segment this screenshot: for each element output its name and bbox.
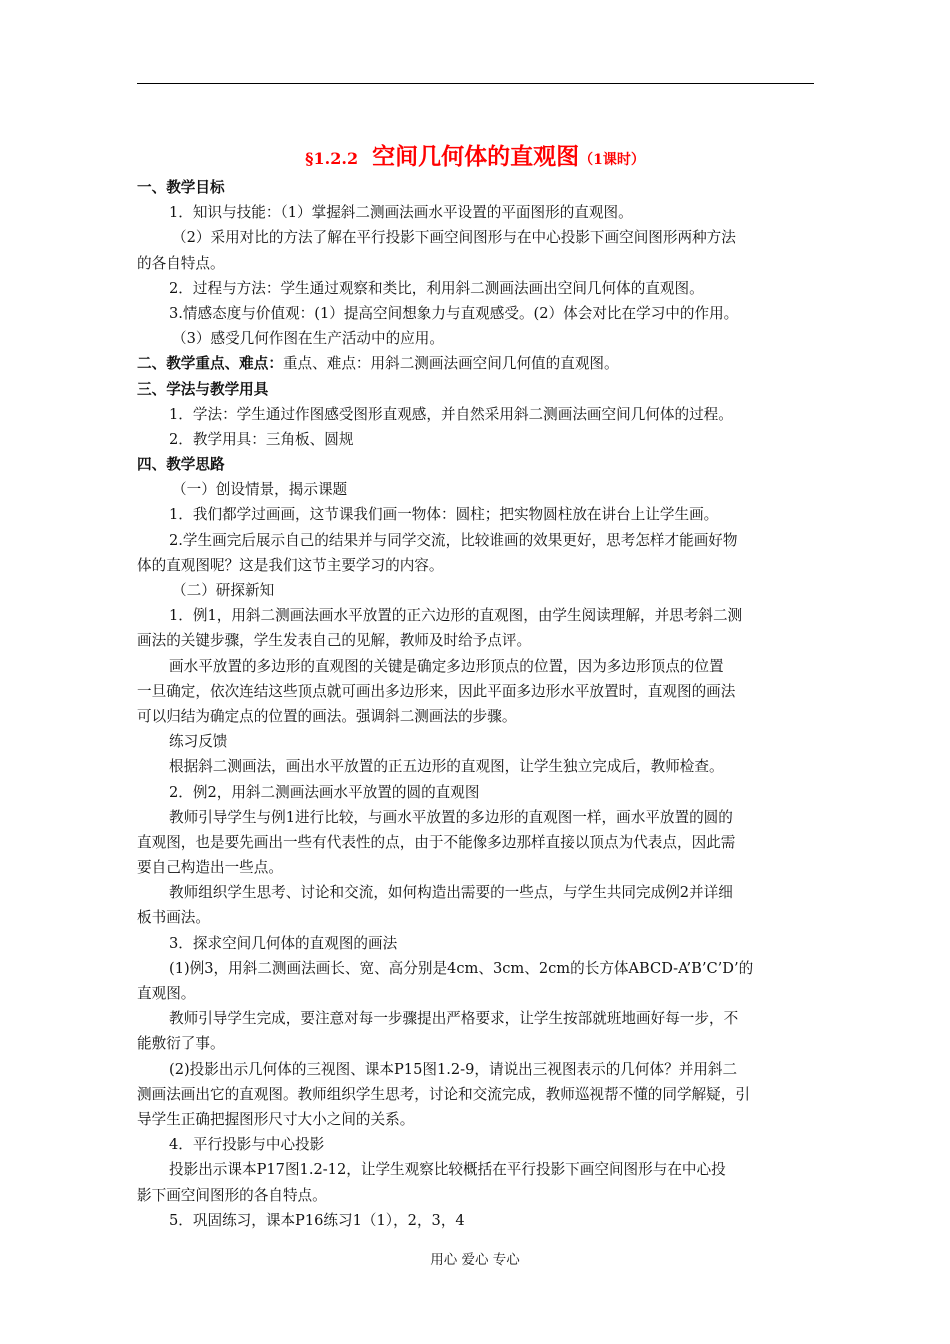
text-line xyxy=(137,1208,814,1233)
line-text: （二）研探新知 xyxy=(172,582,275,599)
line-text: 导学生正确把握图形尺寸大小之间的关系。 xyxy=(137,1110,415,1128)
text-line xyxy=(137,528,814,553)
text-line xyxy=(137,1132,814,1157)
text-line xyxy=(137,276,814,301)
text-line xyxy=(137,704,814,729)
text-line xyxy=(137,251,814,276)
text-line xyxy=(137,679,814,704)
line-text: 一旦确定，依次连结这些顶点就可画出多边形来，因此平面多边形水平放置时，直观图的画法 xyxy=(137,682,736,700)
line-text: 直观图，也是要先画出一些有代表性的点，由于不能像多边那样直接以顶点为代表点，因此需 xyxy=(137,833,736,851)
line-text: 教师引导学生完成，要注意对每一步骤提出严格要求，让学生按部就班地画好每一步，不 xyxy=(169,1010,739,1028)
line-text: 1．知识与技能：（1）掌握斜二测画法画水平设置的平面图形的直观图。 xyxy=(169,204,633,222)
section-heading: 一、教学目标 xyxy=(137,179,225,196)
section-heading: 二、教学重点、难点： xyxy=(137,355,283,373)
line-text: 4．平行投影与中心投影 xyxy=(169,1136,325,1154)
line-text: 2．教学用具：三角板、圆规 xyxy=(169,430,354,448)
line-text: 1．学法：学生通过作图感受图形直观感，并自然采用斜二测画法画空间几何体的过程。 xyxy=(169,405,733,423)
title-section-number: §1.2.2 xyxy=(305,149,359,168)
text-line xyxy=(137,1107,814,1132)
line-text: 练习反馈 xyxy=(169,733,228,751)
line-text: 5．巩固练习，课本P16练习1（1），2，3，4 xyxy=(169,1211,465,1229)
line-text: 的各自特点。 xyxy=(137,254,225,272)
line-text: 影下画空间图形的各自特点。 xyxy=(137,1186,327,1204)
text-line xyxy=(137,200,814,225)
text-line xyxy=(137,1006,814,1031)
text-line xyxy=(137,654,814,679)
text-line xyxy=(137,377,814,402)
text-line xyxy=(137,754,814,779)
line-text: (1)例3，用斜二测画法画长、宽、高分别是4cm、3cm、2cm的长方体ABCD-A’B’C’D’的 xyxy=(169,959,754,977)
text-line xyxy=(137,628,814,653)
text-line xyxy=(137,830,814,855)
text-line xyxy=(137,301,814,326)
text-line xyxy=(137,175,814,200)
line-text: 教师引导学生与例1进行比较，与画水平放置的多边形的直观图一样，画水平放置的圆的 xyxy=(169,808,733,826)
text-line xyxy=(137,956,814,981)
section-heading: 三、学法与教学用具 xyxy=(137,380,269,398)
text-line xyxy=(137,1157,814,1182)
text-line xyxy=(137,427,814,452)
text-line xyxy=(137,855,814,880)
line-text: 1．我们都学过画画，这节课我们画一物体：圆柱；把实物圆柱放在讲台上让学生画。 xyxy=(169,506,719,524)
text-line xyxy=(137,1183,814,1208)
header-rule xyxy=(137,83,814,84)
page-title xyxy=(0,138,950,171)
text-line xyxy=(137,578,814,603)
text-line xyxy=(137,1031,814,1056)
text-line xyxy=(137,981,814,1006)
line-text: 1．例1，用斜二测画法画水平放置的正六边形的直观图，由学生阅读理解，并思考斜二测 xyxy=(169,607,743,625)
text-line xyxy=(137,477,814,502)
text-line xyxy=(137,1057,814,1082)
text-line xyxy=(137,880,814,905)
text-line xyxy=(137,326,814,351)
line-text: 要自己构造出一些点。 xyxy=(137,859,283,877)
text-line xyxy=(137,402,814,427)
line-text: (2)投影出示几何体的三视图、课本P15图1.2-9，请说出三视图表示的几何体？并用斜二 xyxy=(169,1060,738,1078)
line-text: 直观图。 xyxy=(137,985,196,1002)
line-text: 3．探求空间几何体的直观图的画法 xyxy=(169,934,398,952)
line-text: 3.情感态度与价值观：(1）提高空间想象力与直观感受。(2）体会对比在学习中的作用。 xyxy=(169,304,739,322)
line-text: 画法的关键步骤，学生发表自己的见解，教师及时给予点评。 xyxy=(137,632,532,650)
line-text: 画水平放置的多边形的直观图的关键是确定多边形顶点的位置，因为多边形顶点的位置 xyxy=(169,657,724,675)
line-text: 投影出示课本P17图1.2-12，让学生观察比较概括在平行投影下画空间图形与在中心投 xyxy=(169,1161,726,1179)
title-note: （1课时） xyxy=(579,152,645,168)
line-text: 2．例2，用斜二测画法画水平放置的圆的直观图 xyxy=(169,783,480,801)
text-line xyxy=(137,351,814,376)
line-text: 能敷衍了事。 xyxy=(137,1035,225,1053)
text-line xyxy=(137,502,814,527)
line-text: 重点、难点：用斜二测画法画空间几何值的直观图。 xyxy=(282,355,619,373)
line-text: 体的直观图呢？这是我们这节主要学习的内容。 xyxy=(137,556,444,574)
page-footer: 用心 爱心 专心 xyxy=(430,1252,520,1268)
line-text: 测画法画出它的直观图。教师组织学生思考，讨论和交流完成，教师巡视帮不懂的同学解疑，引 xyxy=(137,1085,750,1103)
section-heading: 四、教学思路 xyxy=(137,456,225,474)
text-line xyxy=(137,931,814,956)
text-line xyxy=(137,225,814,250)
text-line xyxy=(137,553,814,578)
text-line xyxy=(137,603,814,628)
line-text: 根据斜二测画法，画出水平放置的正五边形的直观图，让学生独立完成后，教师检查。 xyxy=(169,758,724,776)
text-line xyxy=(137,1082,814,1107)
line-text: （3）感受几何作图在生产活动中的应用。 xyxy=(172,330,444,348)
text-line xyxy=(137,729,814,754)
line-text: 2.学生画完后展示自己的结果并与同学交流，比较谁画的效果更好，思考怎样才能画好物 xyxy=(169,531,738,549)
text-line xyxy=(137,805,814,830)
line-text: （2）采用对比的方法了解在平行投影下画空间图形与在中心投影下画空间图形两种方法 xyxy=(172,229,736,247)
line-text: （一）创设情景，揭示课题 xyxy=(172,481,348,499)
line-text: 板书画法。 xyxy=(137,909,210,927)
line-text: 可以归结为确定点的位置的画法。强调斜二测画法的步骤。 xyxy=(137,707,517,725)
text-line xyxy=(137,905,814,930)
text-line xyxy=(137,452,814,477)
line-text: 教师组织学生思考、讨论和交流，如何构造出需要的一些点，与学生共同完成例2并详细 xyxy=(169,884,733,902)
document-body xyxy=(137,175,814,1233)
text-line xyxy=(137,780,814,805)
title-main: 空间几何体的直观图 xyxy=(372,143,580,170)
line-text: 2．过程与方法：学生通过观察和类比，利用斜二测画法画出空间几何体的直观图。 xyxy=(169,279,704,297)
